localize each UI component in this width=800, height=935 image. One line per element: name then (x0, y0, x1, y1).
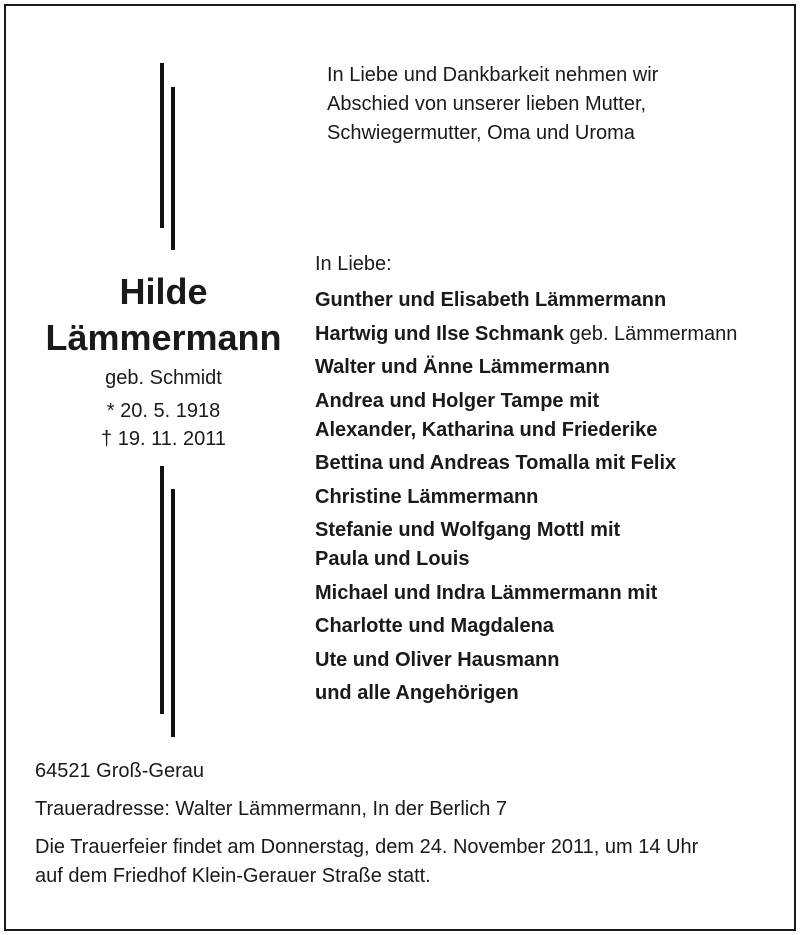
bottom-bar-left (160, 466, 164, 714)
mourner-line (315, 679, 737, 708)
mourner-name: Stefanie und Wolfgang Mottl mit (315, 519, 621, 541)
intro-line: In Liebe und Dankbarkeit nehmen wir (327, 64, 659, 86)
mourner-line (315, 545, 737, 574)
mourner-name: Bettina und Andreas Tomalla mit Felix (315, 452, 677, 474)
mourner-line (315, 516, 737, 545)
mourner-note: geb. Lämmermann (563, 322, 738, 345)
top-bar-left (160, 63, 164, 228)
place-line: 64521 Groß-Gerau (35, 760, 204, 782)
death-date: † 19. 11. 2011 (101, 428, 226, 450)
mourner-name: Andrea und Holger Tampe mit (315, 389, 600, 412)
mourner-line (315, 286, 737, 315)
mourner-name: und alle Angehörigen (315, 682, 519, 704)
ceremony-line: Die Trauerfeier findet am Donnerstag, dem 24. November 2011, um 14 Uhr (35, 836, 699, 858)
mourners-list (315, 286, 737, 713)
deceased-last-name: Lämmermann (45, 317, 282, 358)
mourner-name: Michael und Indra Lämmermann mit (315, 581, 658, 604)
mourner-name: Ute und Oliver Hausmann (315, 648, 560, 671)
ceremony-text (35, 833, 698, 891)
birth-date: * 20. 5. 1918 (106, 400, 221, 422)
mourner-name: Charlotte und Magdalena (315, 615, 554, 637)
mourner-name: Gunther und Elisabeth Lämmermann (315, 289, 667, 311)
mourner-line (315, 449, 737, 478)
ceremony-line: auf dem Friedhof Klein-Gerauer Straße statt. (35, 865, 431, 887)
mourner-name: Paula und Louis (315, 548, 470, 570)
mourner-line (315, 387, 737, 416)
mourner-line (315, 612, 737, 641)
mourner-name: Christine Lämmermann (315, 485, 539, 508)
intro-line: Schwiegermutter, Oma und Uroma (327, 122, 635, 144)
intro-text (327, 61, 767, 148)
mourner-name: Hartwig und Ilse Schmank (315, 322, 564, 345)
mourner-line (315, 579, 737, 608)
deceased-first-name: Hilde (119, 271, 208, 312)
mourner-line (315, 353, 737, 382)
mourner-name: Alexander, Katharina und Friederike (315, 418, 658, 441)
mourners-heading: In Liebe: (315, 253, 392, 275)
mourner-line (315, 416, 737, 445)
deceased-maiden-name: geb. Schmidt (105, 367, 222, 389)
mourner-name: Walter und Änne Lämmermann (315, 356, 610, 378)
bottom-bar-right (171, 489, 175, 737)
top-bar-right (171, 87, 175, 250)
mourner-line (315, 646, 737, 675)
mourner-line (315, 483, 737, 512)
mourner-line (315, 320, 737, 349)
intro-line: Abschied von unserer lieben Mutter, (327, 93, 647, 115)
address-line: Traueradresse: Walter Lämmermann, In der Berlich 7 (35, 798, 508, 820)
